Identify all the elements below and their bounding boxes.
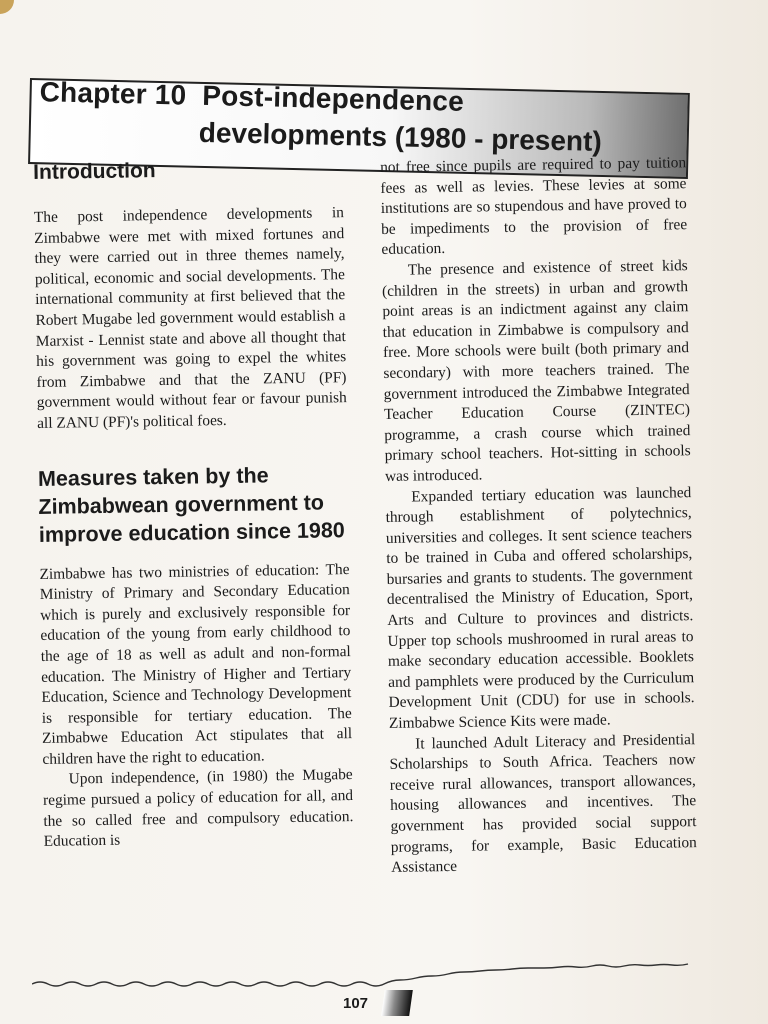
- introduction-heading: Introduction: [33, 159, 156, 184]
- chapter-title-line2: developments (1980 - present): [198, 116, 603, 157]
- page-number: 107: [343, 995, 369, 1012]
- chapter-title-line1: [39, 76, 464, 118]
- independence-paragraph: Upon independence, (in 1980) the Mugabe regime pursued a policy of education for all, and the so called free and compulsory education. Education is: [42, 766, 354, 851]
- page-number-tab: [381, 990, 413, 1016]
- street-kids-paragraph: The presence and existence of street kids (children in the streets) in urban and growth point areas is an indictment against any claim that education in Zimbabwe is compulsory and free. More schools were built (both primary and secondary) with more teachers trained. The government introduced the Zimbabwe Integrated Teacher Education Course (ZINTEC) programme, a crash course which trained primary school teachers. Hot-sitting in schools was introduced.: [381, 257, 691, 485]
- measures-heading: Measures taken by the Zimbabwean government to improve education since 1980: [37, 462, 345, 547]
- introduction-paragraph: The post independence developments in Zimbabwe were met with mixed fortunes and they were carried out in three themes namely, political, economic and social developments. The international community at first believed that the Robert Mugabe led government would establish a Marxist - Lennist state and above all thought that his government was going to expel the whites from Zimbabwe and that the ZANU (PF) government would without fear or favour punish all ZANU (PF)'s political foes.: [33, 204, 347, 432]
- fees-paragraph: not free since pupils are required to pay tuition fees as well as levies. These levies at some institutions are so stupendous and have proved to be impediments to the provision of free education.: [380, 154, 688, 259]
- footer-wave-divider: [32, 956, 692, 996]
- chapter-title-first: Post-independence: [201, 79, 465, 117]
- tertiary-paragraph: Expanded tertiary education was launched through establishment of polytechnics, universities and colleges. It sent science teachers to be trained in Cuba and offered scholarships, bursaries and grants to students. The government decentralised the Ministry of Education, Sport, Arts and Culture to provinces and districts. Upper top schools mushroomed in rural areas to make secondary education accessible. Booklets and pamphlets were produced by the Curriculum Development Unit (CDU) for use in schools. Zimbabwe Science Kits were made.: [385, 483, 695, 732]
- chapter-label: Chapter 10: [39, 76, 187, 111]
- page-corner-decoration: [0, 0, 14, 14]
- right-column: [380, 153, 697, 878]
- adult-literacy-paragraph: It launched Adult Literacy and Presidential Scholarships to South Africa. Teachers now receive rural allowances, transport allowances, housing allowances and incentives. The government has provided social support programs, for example, Basic Education Assistance: [389, 730, 697, 877]
- left-column: [33, 155, 354, 853]
- ministries-paragraph: Zimbabwe has two ministries of education: The Ministry of Primary and Secondary Education which is purely and exclusively responsible for education of the young from early childhood to the age of 18 as well as adult and non-formal education. The Ministry of Higher and Tertiary Education, Science and Technology Development is responsible for tertiary education. The Zimbabwe Education Act stipulates that all children have the right to education.: [39, 560, 353, 768]
